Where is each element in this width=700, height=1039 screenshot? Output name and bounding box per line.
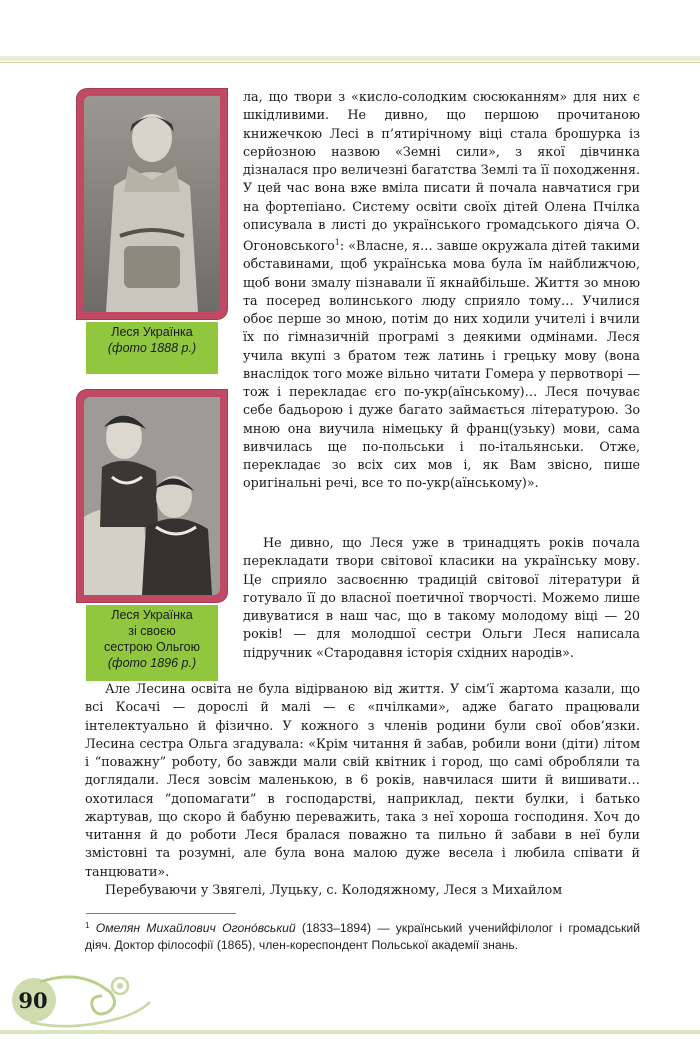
photo-frame-2: [77, 390, 227, 602]
footnote-ref: 1: [334, 238, 340, 247]
footer-rule: [0, 1030, 700, 1034]
caption-2-line-2: зі своєю: [128, 624, 176, 638]
paragraph-1-text: ла, що твори з «кисло-солодким сюсюканням» для них є шкідливими. Не дивно, що першою прочитаною книжечкою Лесі в п’ятирічному віці стала брошурка із серйозною назвою «Земні сили», з якої дівчинка дізналася про величезні багатства Землі та її походження. У цей час вона вже вміла писати й почала навчатися гри на фортепіано. Систему освіти своїх дітей Олена Пчілка описувала в листі до українського громадського діяча О. Огоновського: [243, 89, 640, 254]
paragraph-4: Перебуваючи у Звягелі, Луцьку, с. Колодяжному, Леся з Михайлом: [105, 882, 563, 897]
portrait-image: [84, 96, 220, 312]
caption-2-line-3: сестрою Ольгою: [104, 640, 200, 654]
paragraph-1-quote: : «Власне, я… завше окружала дітей такими обставинами, щоб українська мова була їм найближчою, щоб вони змалу пізнавали її якнайбільше. Життя зо мною та посеред волинського люду сприяло тому… Училися обоє перше зо мною, потім до них ходили учителі і вчили їх по гімназичній програмі з деякими одмінами. Леся учила вкупі з братом теж латинь і грецьку мову (вона внаслідок того може вільно читати Гомера у первотворі — тож і перекладає єго по-укр(аїнському)… Леся почуває себе бадьорою і дуже багато займається літературою. Зо мною она виучила німецьку й франц(узьку) мови, сама вивчилась ще по-польськи і по-італьянськи. Отже, перекладає зо всіх сих мов і, як Вам звісно, пише оригінальні речі, все то по-укр(аїнському)».: [243, 238, 640, 491]
header-rule: [0, 62, 700, 63]
caption-2: [86, 605, 218, 681]
page-number: 90: [18, 988, 48, 1013]
caption-2-date: (фото 1896 р.): [107, 656, 197, 670]
paragraph-1: [243, 88, 640, 493]
footnote-text: (1833–1894) — український ученийфілолог і громадський діяч. Доктор філософії (1865), член-кореспондент Польської академії знань.: [85, 921, 641, 952]
photo-frame-1: [77, 89, 227, 319]
portrait-image: [84, 397, 220, 595]
caption-2-line-1: Леся Українка: [111, 608, 193, 622]
footnote-rule: [86, 913, 236, 914]
paragraph-3: Але Лесина освіта не була відірваною від життя. У сім’ї жартома казали, що всі Косачі — дорослі й малі — є «пчілками», адже багато працювали інтелектуально й фізично. У кожного з членів родини були свої обов’язки. Лесина сестра Ольга згадувала: «Крім читання й забав, робили вони (діти) літом і “поважну” роботу, бо завжди мали свій квітник і город, що самі обробляли та доглядали. Леся зовсім маленькою, в 6 років, навчилася шити й вишивати… охотилася “допомагати” в господарстві, наприклад, пекти булки, і батько жартував, що скоро й бабуню переважить, така з неї хороша господиня. Хоч до читання й до роботи Леся бралася поважно та пильно й забави в неї були змістовні та розумні, але була вона малою дуже весела і любила співати й танцювати».: [85, 681, 640, 879]
footnote-mark: 1: [85, 921, 90, 930]
photo-lesya-1888: [84, 96, 220, 312]
caption-1-date: (фото 1888 р.): [107, 341, 197, 355]
caption-1-name: Леся Українка: [111, 325, 193, 339]
paragraph-2: Не дивно, що Леся уже в тринадцять років почала перекладати твори світової класики на українську мову. Це сприяло засвоєнню традицій світової літератури й готувало її до власної поетичної творчості. Можемо лише дивуватися в наш час, що в такому молодому віці — 20 років! — для молодшої сестри Ольги Леся написала підручник «Стародавня історія східних народів».: [243, 535, 640, 660]
caption-1: [86, 322, 218, 374]
footnote-name: Омелян Михайлович Огоно́вський: [95, 921, 296, 935]
photo-lesya-olga-1896: [84, 397, 220, 595]
header-band: [0, 56, 700, 61]
footnote: [85, 917, 640, 954]
